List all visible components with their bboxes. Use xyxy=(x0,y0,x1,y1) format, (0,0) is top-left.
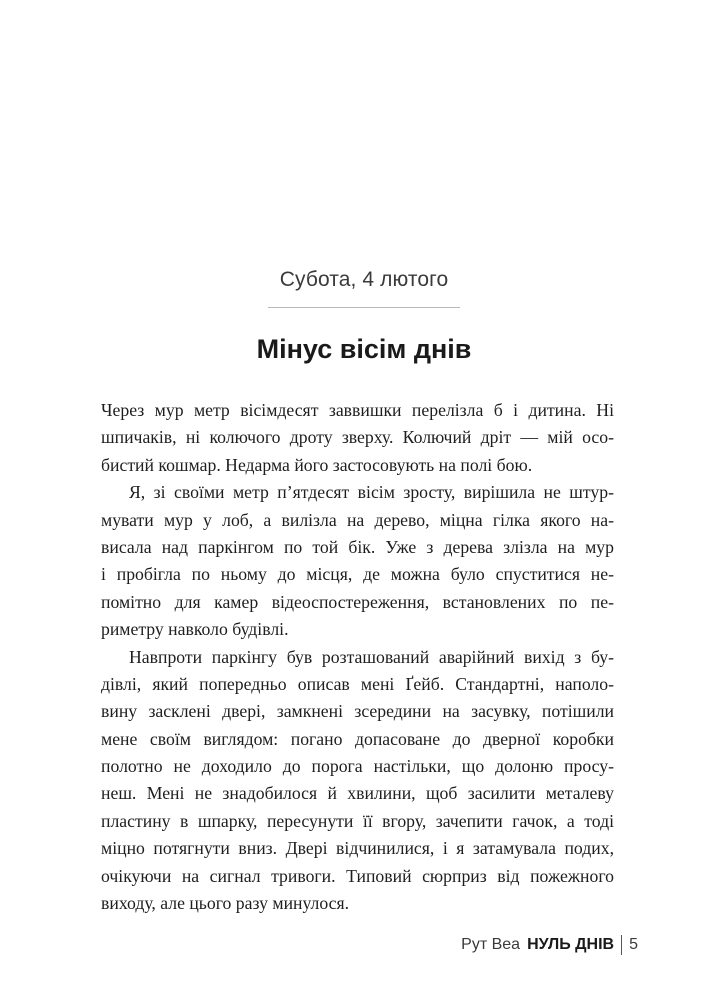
footer-book-title: НУЛЬ ДНІВ xyxy=(527,936,615,953)
text-line: помітно для камер відеоспостереження, встановлених по пе- xyxy=(101,591,614,612)
text-line: пластину в шпарку, пересунути її вгору, зачепити гачок, а тоді xyxy=(101,810,614,831)
text-line: мувати мур у лоб, а вилізла на дерево, міцна гілка якого на- xyxy=(101,509,614,530)
chapter-date: Субота, 4 лютого xyxy=(279,268,449,291)
text-line: міцно потягнути вниз. Двері відчинилися, і я затамувала подих, xyxy=(101,838,614,859)
text-line: Через мур метр вісімдесят заввишки перелізла б і дитина. Ні xyxy=(101,400,614,420)
text-line: і пробігла по ньому до місця, де можна було спуститися не- xyxy=(101,564,614,585)
footer-separator xyxy=(621,935,622,955)
heading-divider xyxy=(268,307,460,308)
text-line: шпичаків, ні колючого дроту зверху. Колючий дріт — мій осо- xyxy=(101,427,614,448)
text-line: неш. Мені не знадобилося й хвилини, щоб засилити металеву xyxy=(101,783,614,804)
text-line: Я, зі своїми метр п’ятдесят вісім зросту, вирішила не штур- xyxy=(129,482,614,503)
text-line: дівлі, який попередньо описав мені Ґейб. Стандартні, наполо- xyxy=(101,673,614,694)
text-line: виходу, але цього разу минулося. xyxy=(101,893,350,914)
page-number: 5 xyxy=(629,936,638,953)
text-line: Навпроти паркінгу був розташований аварійний вихід з бу- xyxy=(129,646,614,667)
text-line: риметру навколо будівлі. xyxy=(101,619,289,640)
text-line: висала над паркінгом по той бік. Уже з дерева злізла на мур xyxy=(101,536,614,557)
body-text xyxy=(101,397,614,917)
footer-author: Рут Веа xyxy=(461,936,521,953)
text-line: мене своїм виглядом: погано допасоване до дверної коробки xyxy=(101,728,614,749)
text-line: полотно не доходило до порога настільки, що долоню просу- xyxy=(101,756,614,777)
text-line: бистий кошмар. Недарма його застосовують на полі бою. xyxy=(101,454,533,475)
text-line: вину засклені двері, замкнені зсередини на засувку, потішили xyxy=(101,701,614,722)
chapter-title: Мінус вісім днів xyxy=(256,334,472,364)
page-footer xyxy=(461,935,638,955)
text-line: очікуючи на сигнал тривоги. Типовий сюрприз від пожежного xyxy=(101,865,614,886)
